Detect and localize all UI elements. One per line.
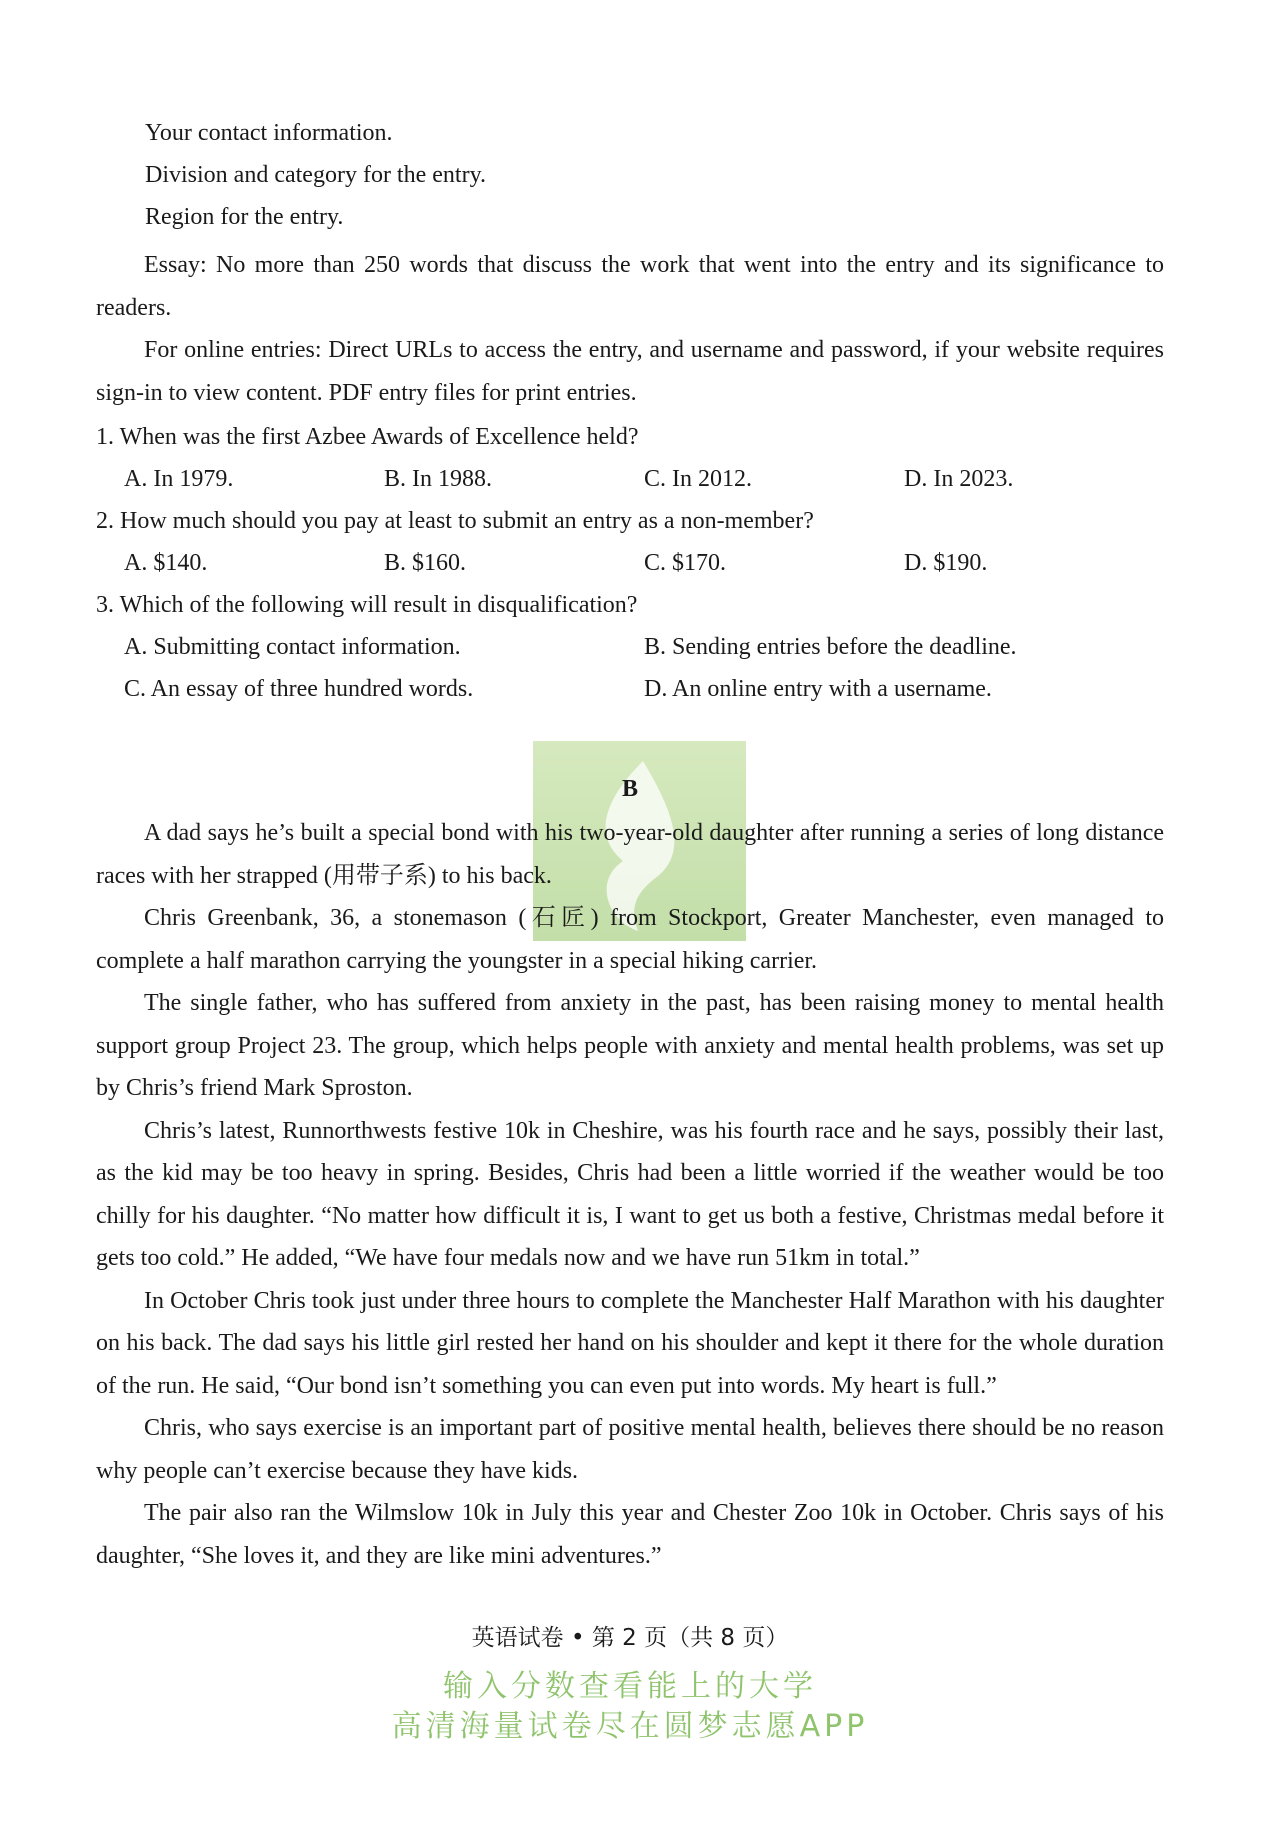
question-1-option-b[interactable]: B. In 1988. [384, 466, 492, 492]
passage-paragraph: Chris Greenbank, 36, a stonemason (石匠) from Stockport, Greater Manchester, even managed to complete a half marathon carrying the youngster in a special hiking carrier. [96, 905, 1164, 974]
question-2-option-d[interactable]: D. $190. [904, 550, 988, 576]
passage-paragraph: A dad says he’s built a special bond with his two-year-old daughter after running a series of long distance races with her strapped (用带子系) to his back. [96, 820, 1164, 889]
question-2-options [124, 548, 1164, 578]
requirement-item: Region for the entry. [145, 204, 344, 230]
question-3-option-b[interactable]: B. Sending entries before the deadline. [644, 634, 1017, 660]
watermark-line-2: 高清海量试卷尽在圆梦志愿APP [391, 1709, 869, 1744]
requirement-item: Division and category for the entry. [145, 162, 487, 188]
question-2-option-b[interactable]: B. $160. [384, 550, 467, 576]
passage-paragraph: Chris’s latest, Runnorthwests festive 10k in Cheshire, was his fourth race and he says, possibly their last, as the kid may be too heavy in spring. Besides, Chris had been a little worried if the weather would be too chilly for his daughter. “No matter how difficult it is, I want to get us both a festive, Christmas medal before it gets too cold.” He added, “We have four medals now and we have run 51km in total.” [96, 1117, 1164, 1271]
essay-requirement: Essay: No more than 250 words that discuss the work that went into the entry and its significance to readers. [96, 252, 1164, 321]
question-2-option-c[interactable]: C. $170. [644, 550, 727, 576]
question-3-options-row-1 [124, 632, 1164, 662]
question-1-option-a[interactable]: A. In 1979. [124, 466, 234, 492]
question-1-option-d[interactable]: D. In 2023. [904, 466, 1014, 492]
question-1-options [124, 464, 1164, 494]
question-3-option-d[interactable]: D. An online entry with a username. [644, 676, 992, 702]
passage-paragraph: The single father, who has suffered from anxiety in the past, has been raising money to mental health support group Project 23. The group, which helps people with anxiety and mental health problems, was set up by Chris’s friend Mark Sproston. [96, 990, 1164, 1101]
requirement-item: Your contact information. [145, 120, 393, 146]
question-1-option-c[interactable]: C. In 2012. [644, 466, 752, 492]
section-b-title: B [621, 776, 638, 802]
page-footer: 英语试卷 • 第 2 页（共 8 页） [471, 1625, 789, 1651]
passage-paragraph: Chris, who says exercise is an important part of positive mental health, believes there should be no reason why people can’t exercise because they have kids. [96, 1415, 1164, 1484]
question-3-stem: 3. Which of the following will result in disqualification? [96, 592, 638, 618]
question-1-stem: 1. When was the first Azbee Awards of Excellence held? [96, 424, 639, 450]
watermark-line-1: 输入分数查看能上的大学 [443, 1669, 817, 1704]
online-entry-requirement: For online entries: Direct URLs to access the entry, and username and password, if your website requires sign-in to view content. PDF entry files for print entries. [96, 337, 1164, 406]
passage-paragraph: In October Chris took just under three hours to complete the Manchester Half Marathon with his daughter on his back. The dad says his little girl rested her hand on his shoulder and kept it there for the whole duration of the run. He said, “Our bond isn’t something you can even put into words. My heart is full.” [96, 1287, 1164, 1399]
watermark-text [96, 1667, 1164, 1747]
question-2-option-a[interactable]: A. $140. [124, 550, 208, 576]
question-3-option-c[interactable]: C. An essay of three hundred words. [124, 676, 474, 702]
passage-paragraph: The pair also ran the Wilmslow 10k in July this year and Chester Zoo 10k in October. Chris says of his daughter, “She loves it, and they are like mini adventures.” [96, 1500, 1164, 1569]
question-2-stem: 2. How much should you pay at least to submit an entry as a non-member? [96, 508, 814, 534]
question-3-options-row-2 [124, 674, 1164, 704]
question-3-option-a[interactable]: A. Submitting contact information. [124, 634, 461, 660]
